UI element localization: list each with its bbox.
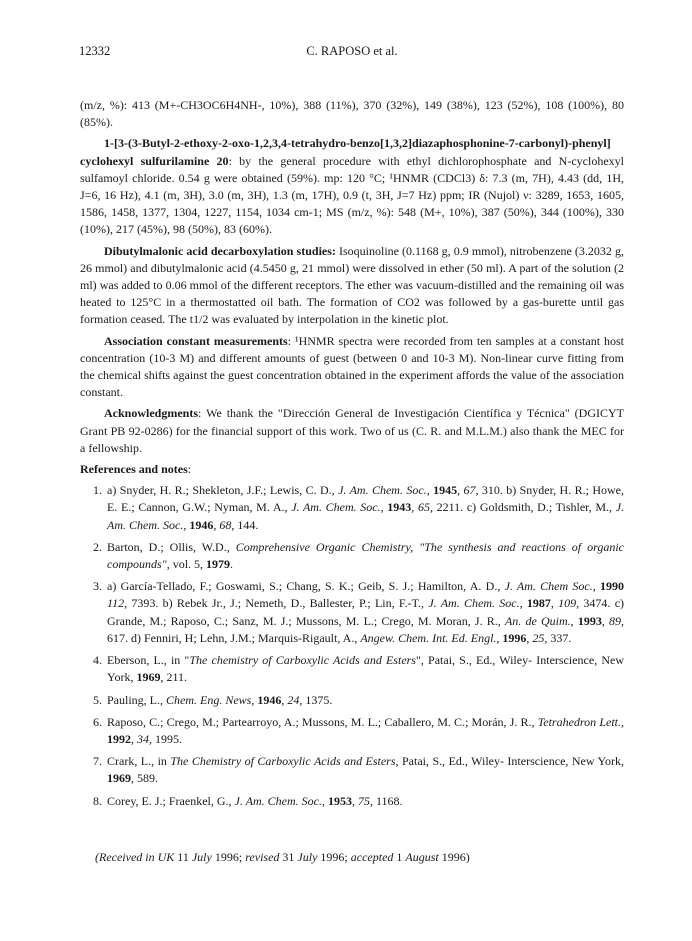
- text-run: 11: [174, 850, 192, 864]
- text-run: 68: [219, 517, 232, 532]
- text-run: , 589.: [131, 771, 158, 786]
- association-text: : ¹HNMR spectra were recorded from ten samples at a constant host concentration (10-3 M) and different amounts of guest (between 0 and 10-3 M). Non-linear curve fitting from the chemical shifts against the guest concentration obtained in the experiment affords the value of the association constant.: [80, 333, 624, 400]
- text-run: 109: [558, 596, 577, 611]
- text-run: 1990: [600, 579, 624, 594]
- text-run: 31: [279, 850, 298, 864]
- text-run: ,: [496, 630, 503, 645]
- text-run: ,: [426, 483, 434, 498]
- text-run: ,: [592, 579, 600, 594]
- text-run: 1996;: [317, 850, 351, 864]
- text-run: , 337.: [544, 630, 572, 645]
- text-run: The Chemistry of Carboxylic Acids and Esters: [170, 754, 396, 769]
- text-run: ,: [321, 793, 328, 808]
- references-colon: :: [187, 462, 192, 477]
- reference-item: [80, 539, 624, 573]
- text-run: 75: [357, 793, 370, 808]
- reference-number: 5.: [93, 692, 102, 707]
- text-run: 1953: [327, 793, 352, 808]
- text-run: ,: [131, 731, 137, 746]
- text-run: ,: [526, 630, 533, 645]
- text-run: , 1168.: [369, 793, 403, 808]
- references-heading: [80, 461, 624, 478]
- text-run: The chemistry of Carboxylic Acids and Esters: [189, 653, 416, 668]
- text-run: Barton, D.; Ollis, W.D.,: [107, 539, 236, 554]
- text-run: ,: [550, 596, 559, 611]
- decarboxylation-heading: Dibutylmalonic acid decarboxylation studies:: [104, 243, 336, 258]
- text-run: Comprehensive Organic Chemistry, "The synthesis and reactions of organic compounds": [107, 539, 624, 572]
- text-run: 65: [417, 500, 430, 515]
- text-run: 1: [393, 850, 406, 864]
- text-run: , 7393. b) Rebek Jr., J.; Nemeth, D., Ballester, P.; Lin, F.-T.,: [124, 596, 429, 611]
- text-run: , 144.: [231, 517, 259, 532]
- text-run: , 3474. c) Grande, M.; Raposo, C.; Sanz, M. J.; Mussons, M. L.; Crego, M. Moran, J. R.,: [107, 596, 625, 628]
- received-dates: [95, 850, 615, 865]
- reference-item: [80, 482, 624, 534]
- text-run: ,: [183, 517, 190, 532]
- text-run: 1979: [206, 557, 231, 572]
- text-run: August: [405, 850, 439, 864]
- text-run: Angew. Chem. Int. Ed. Engl.: [360, 630, 497, 645]
- text-run: ", Patai, S., Ed., Wiley- Interscience, New York,: [107, 653, 625, 685]
- reference-item: [80, 714, 624, 748]
- compound-20-text: : by the general procedure with ethyl dichlorophosphate and N-cyclohexyl sulfamoyl chloride. 0.54 g were obtained (59%). mp: 120 °C; ¹HNMR (CDCl3) δ: 7.3 (m, 7H), 4.43 (dd, 1H, J=6, 16 Hz), 4.1 (m, 3H), 3.0 (m, 3H), 1.3 (m, 17H), 0.9 (t, 3H, J=7 Hz) ppm; IR (Nujol) ν: 3289, 1653, 1605, 1586, 1458, 1377, 1304, 1227, 1154, 1034 cm-1; MS (m/z, %): 548 (M+, 10%), 387 (50%), 344 (100%), 330 (10%), 217 (45%), 98 (50%), 83 (60%).: [80, 153, 624, 237]
- decarboxylation-text: Isoquinoline (0.1168 g, 0.9 mmol), nitrobenzene (3.2032 g, 26 mmol) and dibutylmalonic acid (4.5450 g, 21 mmol) were dissolved in ether (50 ml). A part of the solution (2 ml) was added to 0.06 mmol of the different receptors. The ether was vacuum-distilled and the remaining oil was heated to 125°C in a thermostatted oil bath. The formation of CO2 was followed by a gas-burette until gas formation ceased. The t1/2 was evaluated by interpolation in the kinetic plot.: [80, 243, 624, 327]
- ms-data-continuation: (m/z, %): 413 (M+-CH3OC6H4NH-, 10%), 388 (11%), 370 (32%), 149 (38%), 123 (52%), 108 (100%), 80 (85%).: [80, 98, 624, 130]
- text-run: , 310. b) Snyder, H. R.; Howe, E. E.; Cannon, G.W.; Nyman, M. A.,: [107, 483, 624, 515]
- reference-number: 4.: [93, 653, 102, 668]
- text-run: J. Am. Chem. Soc.: [291, 500, 381, 515]
- text-run: ,: [620, 714, 624, 729]
- text-run: 1993: [577, 613, 602, 628]
- references-title: References and notes: [80, 462, 188, 477]
- reference-number: 3.: [93, 579, 102, 594]
- reference-item: [80, 753, 624, 787]
- text-run: 1946: [189, 517, 214, 532]
- text-run: Chem. Eng. News: [166, 692, 252, 707]
- text-run: ,: [601, 613, 610, 628]
- association-paragraph: [80, 333, 624, 402]
- text-run: July: [191, 850, 212, 864]
- text-run: 25: [532, 630, 545, 645]
- decarboxylation-paragraph: [80, 243, 624, 329]
- text-run: , 617. d) Fenniri, H; Lehn, J.M.; Marquis-Rigault, A.,: [107, 613, 625, 645]
- text-run: Crark, L., in: [107, 754, 171, 769]
- text-run: a) Snyder, H. R.; Shekleton, J.F.; Lewis, C. D.,: [107, 483, 339, 498]
- text-run: Corey, E. J.; Fraenkel, G.,: [107, 793, 235, 808]
- text-run: Tetrahedron Lett.: [537, 714, 621, 729]
- text-run: , 2211. c) Goldsmith, D.; Tishler, M.,: [429, 500, 616, 515]
- text-run: , 1995.: [149, 731, 182, 746]
- text-run: ,: [281, 692, 288, 707]
- text-run: (Received in UK: [95, 850, 175, 864]
- text-run: 1996;: [211, 850, 246, 864]
- article-body: [80, 97, 624, 815]
- text-run: ,: [213, 517, 220, 532]
- text-run: J. Am. Chem. Soc.: [107, 500, 625, 532]
- text-run: , Patai, S., Ed., Wiley- Interscience, New York,: [395, 754, 624, 769]
- text-run: 1987: [526, 596, 551, 611]
- text-run: 1996: [502, 630, 527, 645]
- text-run: , 1375.: [299, 692, 333, 707]
- text-run: ,: [457, 483, 464, 498]
- text-run: .: [230, 557, 234, 572]
- text-run: 1969: [136, 670, 161, 685]
- text-run: Eberson, L., in ": [107, 653, 190, 668]
- reference-item: [80, 578, 624, 647]
- reference-number: 8.: [93, 793, 102, 808]
- text-run: 1992: [107, 731, 131, 746]
- text-run: revised: [245, 850, 280, 864]
- acknowledgments-heading: Acknowledgments: [104, 406, 199, 421]
- text-run: 1943: [387, 500, 412, 515]
- acknowledgments-paragraph: [80, 405, 624, 457]
- text-run: 34: [137, 731, 149, 746]
- text-run: ,: [251, 692, 258, 707]
- reference-item: [80, 793, 624, 810]
- reference-item: [80, 652, 624, 686]
- text-run: J. Am. Chem. Soc.: [234, 793, 322, 808]
- text-run: , vol. 5,: [166, 557, 207, 572]
- compound-20-paragraph: [80, 135, 624, 238]
- text-run: July: [297, 850, 318, 864]
- text-run: 67: [463, 483, 476, 498]
- text-run: ,: [570, 613, 578, 628]
- compound-20-name: 1-[3-(3-Butyl-2-ethoxy-2-oxo-1,2,3,4-tetrahydro-benzo[1,3,2]diazaphosphonine-7-carbonyl)-phenyl] cyclohexyl sulfurilamine 20: [80, 136, 611, 168]
- acknowledgments-text: : We thank the "Dirección General de Investigación Científica y Técnica" (DGICYT Grant PB 92-0286) for the financial support of this work. Two of us (C. R. and M.L.M.) also thank the MEC for a fellowship.: [80, 406, 624, 455]
- reference-number: 1.: [93, 483, 102, 498]
- page-header: [79, 44, 625, 62]
- text-run: An. de Quim.: [504, 613, 571, 628]
- text-run: , 211.: [160, 670, 188, 685]
- text-run: ,: [519, 596, 527, 611]
- text-run: 1946: [257, 692, 282, 707]
- text-run: ,: [411, 500, 418, 515]
- text-run: 1969: [107, 771, 131, 786]
- text-run: Pauling, L.,: [107, 692, 166, 707]
- text-run: a) García-Tellado, F.; Goswami, S.; Chang, S. K.; Geib, S. J.; Hamilton, A. D.,: [107, 579, 505, 594]
- text-run: ,: [380, 500, 388, 515]
- page-number: 12332: [79, 44, 111, 58]
- association-heading: Association constant measurements: [104, 333, 288, 348]
- text-run: ,: [351, 793, 358, 808]
- text-run: J. Am. Chem. Soc.: [428, 596, 520, 611]
- text-run: 112: [107, 596, 125, 611]
- references-list: [80, 482, 624, 809]
- reference-number: 6.: [93, 714, 102, 729]
- text-run: J. Am. Chem. Soc.: [338, 483, 427, 498]
- text-run: Raposo, C.; Crego, M.; Partearroyo, A.; Mussons, M. L.; Caballero, M. C.; Morán, J. R.,: [107, 714, 538, 729]
- reference-number: 7.: [93, 754, 102, 769]
- text-run: 1945: [433, 483, 458, 498]
- text-run: 1996): [438, 850, 470, 864]
- running-title: C. RAPOSO et al.: [306, 44, 398, 58]
- text-run: accepted: [350, 850, 394, 864]
- text-run: J. Am. Chem Soc.: [504, 579, 593, 594]
- reference-number: 2.: [93, 539, 102, 554]
- reference-item: [80, 692, 624, 709]
- text-run: 89: [609, 613, 622, 628]
- text-run: 24: [287, 692, 300, 707]
